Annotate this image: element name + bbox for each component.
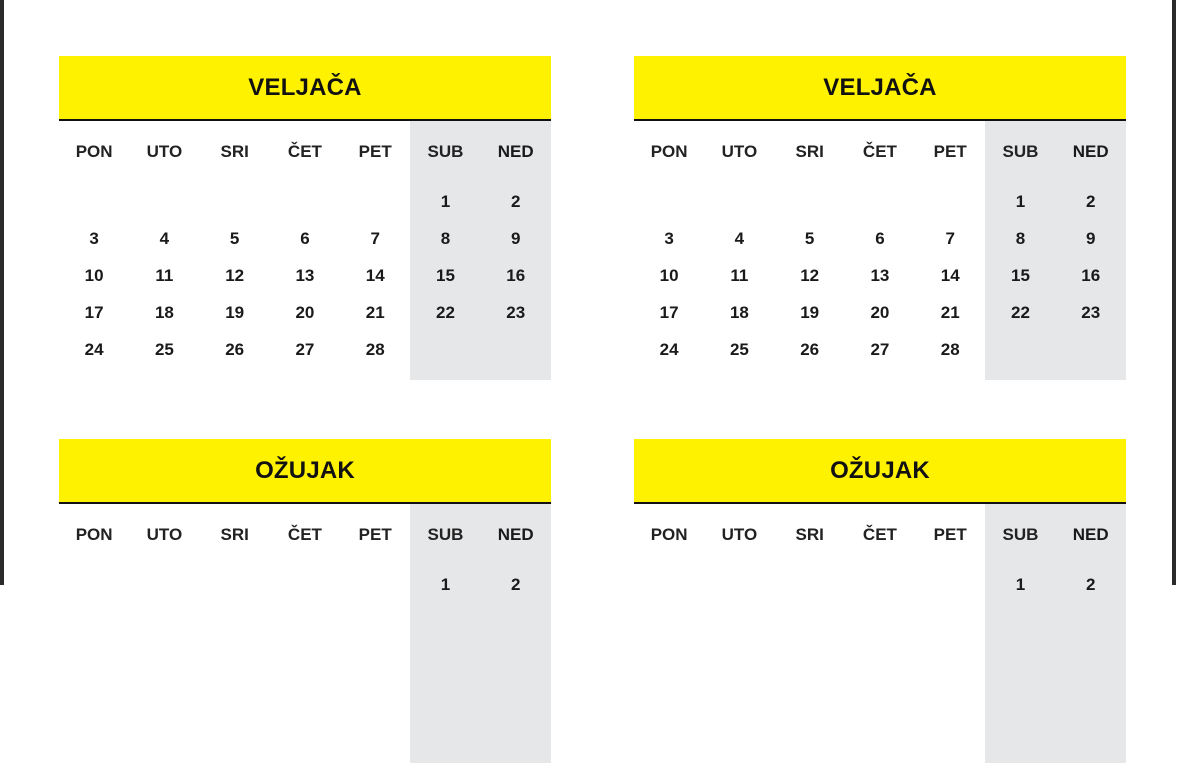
day-cell: 2	[510, 191, 521, 211]
weekday-label: SRI	[220, 525, 249, 544]
month-title: OŽUJAK	[59, 439, 551, 504]
month-calendar	[634, 439, 1126, 603]
page-edge-left	[0, 0, 4, 585]
day-cell: 22	[436, 302, 455, 322]
day-cell: 18	[729, 302, 749, 322]
day-cell: 19	[225, 302, 245, 322]
weekday-label: SRI	[795, 525, 824, 544]
weekday-header-row	[634, 121, 1126, 183]
month-calendar	[634, 56, 1126, 368]
day-cell: 6	[300, 228, 310, 248]
day-cell: 12	[800, 265, 820, 285]
week-row	[59, 257, 551, 294]
day-cell: 23	[506, 302, 526, 322]
weekday-label: SUB	[1002, 525, 1039, 544]
day-cell: 23	[1081, 302, 1101, 322]
day-cell: 7	[945, 228, 955, 248]
weekday-label: NED	[1072, 525, 1109, 544]
day-cell: 27	[870, 339, 890, 359]
month-title: VELJAČA	[634, 56, 1126, 121]
day-cell: 4	[734, 228, 745, 248]
month-calendar	[59, 56, 551, 368]
weekday-label: UTO	[146, 525, 183, 544]
day-cell: 26	[225, 339, 245, 359]
weekday-label: NED	[1072, 142, 1109, 161]
weekday-label: NED	[497, 525, 534, 544]
weekday-label: ČET	[287, 142, 322, 161]
day-cell: 28	[940, 339, 960, 359]
day-cell: 15	[1011, 265, 1030, 285]
day-cell: 7	[370, 228, 380, 248]
day-cell: 9	[510, 228, 521, 248]
weekday-label: SUB	[1002, 142, 1039, 161]
day-cell: 15	[436, 265, 455, 285]
calendar-body	[59, 504, 551, 603]
month-title: VELJAČA	[59, 56, 551, 121]
day-cell: 6	[875, 228, 885, 248]
weekday-label: ČET	[287, 525, 322, 544]
day-cell	[1056, 331, 1126, 368]
week-row	[59, 331, 551, 368]
week-row	[634, 257, 1126, 294]
day-cell: 24	[84, 339, 104, 359]
weekday-label: UTO	[721, 142, 758, 161]
day-cell: 1	[1015, 191, 1026, 211]
weekday-label: SUB	[427, 525, 464, 544]
week-row	[59, 183, 551, 220]
day-cell: 5	[804, 228, 815, 248]
day-cell: 22	[1011, 302, 1030, 322]
week-row	[59, 294, 551, 331]
day-cell: 21	[365, 302, 385, 322]
day-cell: 21	[940, 302, 960, 322]
day-cell: 18	[154, 302, 174, 322]
weekday-label: SRI	[795, 142, 824, 161]
week-row	[634, 220, 1126, 257]
day-cell: 17	[84, 302, 104, 322]
weekday-header-row	[59, 121, 551, 183]
page-edge-right	[1172, 0, 1176, 585]
calendar-body	[634, 504, 1126, 603]
weekday-label: ČET	[862, 142, 897, 161]
day-cell: 11	[155, 265, 174, 285]
month-title: OŽUJAK	[634, 439, 1126, 504]
weekday-label: UTO	[721, 525, 758, 544]
day-cell: 3	[89, 228, 99, 248]
weekday-label: PET	[358, 525, 392, 544]
day-cell: 2	[1085, 574, 1096, 594]
day-cell: 19	[800, 302, 820, 322]
weekday-label: PET	[358, 142, 392, 161]
day-cell: 28	[365, 339, 385, 359]
day-cell: 20	[295, 302, 315, 322]
day-cell: 1	[1015, 574, 1026, 594]
day-cell	[985, 331, 1055, 368]
day-cell: 13	[295, 265, 315, 285]
day-cell	[270, 183, 340, 220]
day-cell: 8	[440, 228, 451, 248]
day-cell	[59, 183, 129, 220]
day-cell: 11	[730, 265, 749, 285]
weekday-label: UTO	[146, 142, 183, 161]
day-cell: 3	[664, 228, 674, 248]
day-cell: 25	[154, 339, 174, 359]
weekday-header-row	[634, 504, 1126, 566]
weekday-label: SUB	[427, 142, 464, 161]
day-cell	[129, 183, 199, 220]
calendar-body	[634, 121, 1126, 368]
weekday-header-row	[59, 504, 551, 566]
day-cell: 14	[940, 265, 960, 285]
day-cell: 13	[870, 265, 890, 285]
weekday-label: PON	[75, 142, 113, 161]
weekday-label: PON	[650, 525, 688, 544]
day-cell: 16	[506, 265, 526, 285]
day-cell: 20	[870, 302, 890, 322]
weekday-label: PET	[933, 142, 967, 161]
month-calendar	[59, 439, 551, 603]
weekday-label: PET	[933, 525, 967, 544]
day-cell: 1	[440, 574, 451, 594]
week-row	[59, 220, 551, 257]
day-cell: 17	[659, 302, 679, 322]
day-cell	[775, 183, 845, 220]
day-cell: 26	[800, 339, 820, 359]
day-cell: 27	[295, 339, 315, 359]
weekday-label: PON	[650, 142, 688, 161]
day-cell: 24	[659, 339, 679, 359]
day-cell	[410, 331, 480, 368]
day-cell: 5	[229, 228, 240, 248]
day-cell	[845, 183, 915, 220]
day-cell: 4	[159, 228, 170, 248]
day-cell	[200, 183, 270, 220]
day-cell	[915, 183, 985, 220]
day-cell: 2	[510, 574, 521, 594]
weekday-label: SRI	[220, 142, 249, 161]
day-cell: 12	[225, 265, 245, 285]
day-cell	[481, 331, 551, 368]
weekday-label: PON	[75, 525, 113, 544]
day-cell: 16	[1081, 265, 1101, 285]
day-cell: 14	[365, 265, 385, 285]
day-cell: 8	[1015, 228, 1026, 248]
day-cell: 10	[659, 265, 679, 285]
weekday-label: NED	[497, 142, 534, 161]
calendar-body	[59, 121, 551, 368]
week-row	[634, 294, 1126, 331]
day-cell: 1	[440, 191, 451, 211]
day-cell	[340, 183, 410, 220]
day-cell: 10	[84, 265, 104, 285]
weekday-label: ČET	[862, 525, 897, 544]
day-cell	[634, 183, 704, 220]
week-row	[634, 331, 1126, 368]
day-cell: 2	[1085, 191, 1096, 211]
day-cell: 25	[729, 339, 749, 359]
day-cell	[704, 183, 774, 220]
day-cell: 9	[1085, 228, 1096, 248]
week-row	[634, 183, 1126, 220]
